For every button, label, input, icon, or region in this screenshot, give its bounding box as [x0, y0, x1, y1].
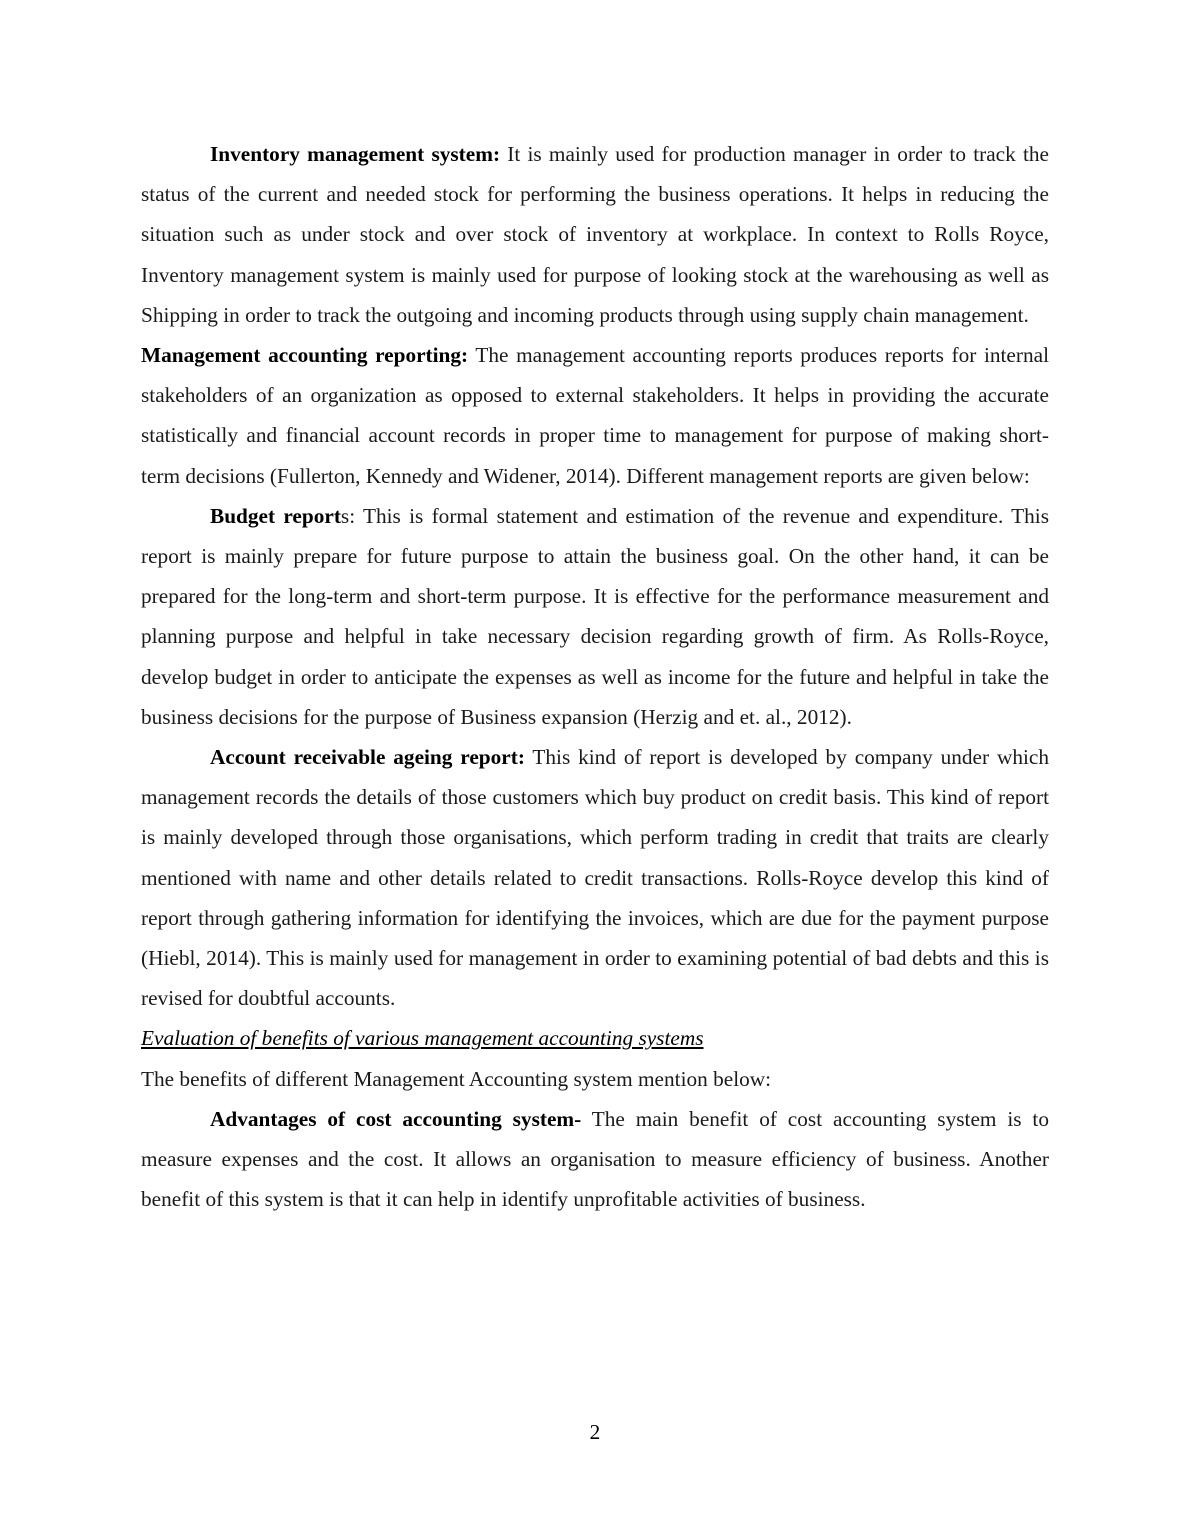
- paragraph-title: Management accounting reporting:: [141, 343, 469, 368]
- page-number: 2: [589, 1420, 601, 1444]
- paragraph-body: It is mainly used for production manager in order to track the status of the current and needed stock for performing the business operations. It helps in reducing the situation such as under stock and over stock of inventory at workplace. In context to Rolls Royce, Inventory management system is mainly used for purpose of looking stock at the warehousing as well as Shipping in order to track the outgoing and incoming products through using supply chain management.: [141, 142, 1049, 327]
- page-body: [141, 134, 1049, 1219]
- paragraph-budget-reports: [141, 496, 1049, 737]
- paragraph-title: Advantages of cost accounting system-: [210, 1106, 582, 1131]
- paragraph-body: This kind of report is developed by company under which management records the details of those customers which buy product on credit basis. This kind of report is mainly developed through those organisations, which perform trading in credit that traits are clearly mentioned with name and other details related to credit transactions. Rolls-Royce develop this kind of report through gathering information for identifying the invoices, which are due for the payment purpose (Hiebl, 2014). This is mainly used for management in order to examining potential of bad debts and this is revised for doubtful accounts.: [141, 745, 1049, 1011]
- paragraph-management-reporting: [141, 335, 1049, 496]
- paragraph-account-receivable: [141, 737, 1049, 1018]
- paragraph-advantages-cost-accounting: [141, 1099, 1049, 1220]
- paragraph-inventory-management: [141, 134, 1049, 335]
- paragraph-title: Account receivable ageing report:: [210, 745, 525, 770]
- paragraph-title: Budget report: [210, 503, 341, 528]
- section-heading: Evaluation of benefits of various management accounting systems: [141, 1026, 704, 1051]
- paragraph-body: s: This is formal statement and estimation of the revenue and expenditure. This report is mainly prepare for future purpose to attain the business goal. On the other hand, it can be prepared for the long-term and short-term purpose. It is effective for the performance measurement and planning purpose and helpful in take necessary decision regarding growth of firm. As Rolls-Royce, develop budget in order to anticipate the expenses as well as income for the future and helpful in take the business decisions for the purpose of Business expansion (Herzig and et. al., 2012).: [141, 503, 1050, 729]
- paragraph-body: The management accounting reports produces reports for internal stakeholders of an organization as opposed to external stakeholders. It helps in providing the accurate statistically and financial account records in proper time to management for purpose of making short- term decisions (Fullerton, Kennedy and Widener, 2014). Different management reports are given below:: [141, 343, 1049, 488]
- paragraph-title: Inventory management system:: [210, 142, 501, 166]
- paragraph-body: The main benefit of cost accounting system is to measure expenses and the cost. It allows an organisation to measure efficiency of business. Another benefit of this system is that it can help in identify unprofitable activities of business.: [141, 1106, 1049, 1212]
- intro-line: The benefits of different Management Accounting system mention below:: [141, 1066, 772, 1091]
